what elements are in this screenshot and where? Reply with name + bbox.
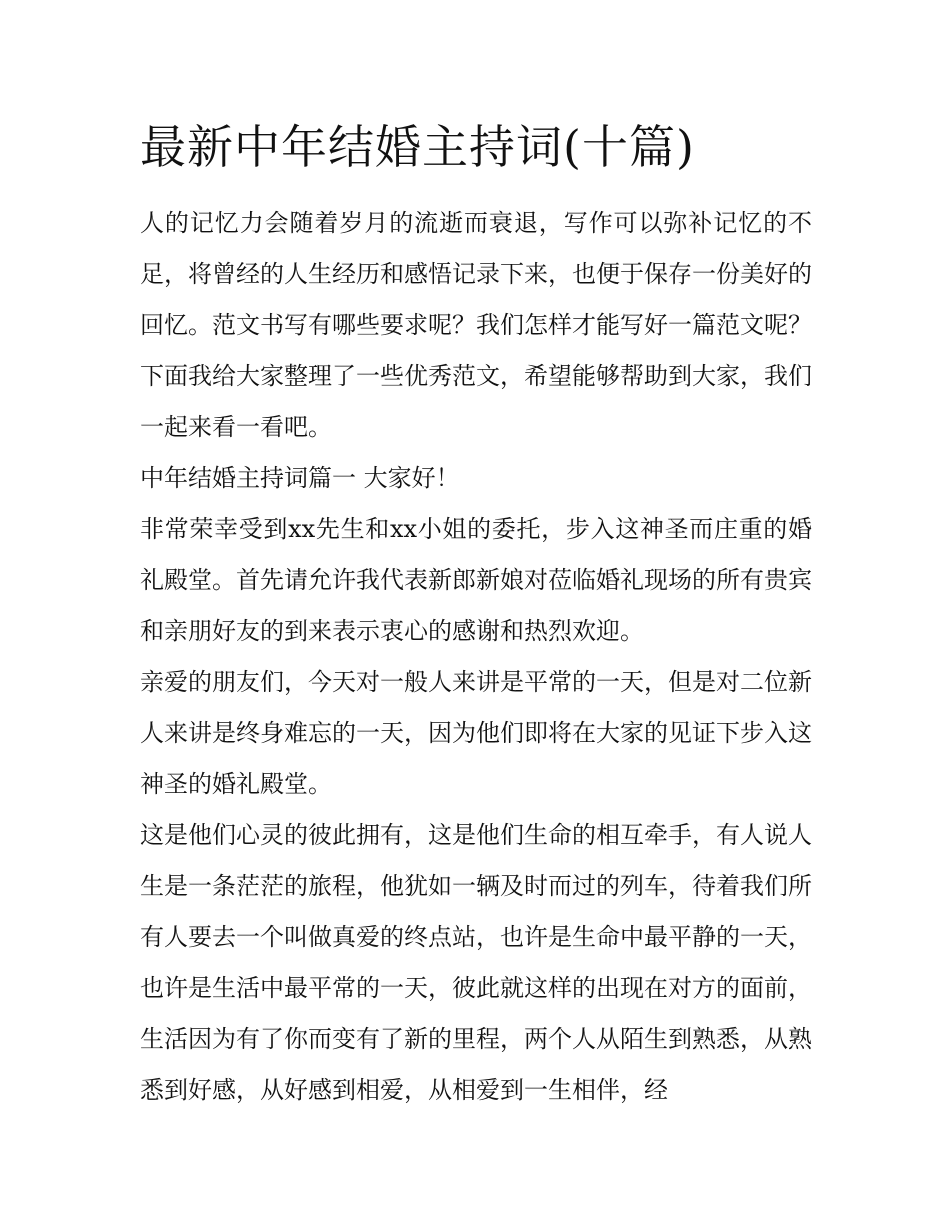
paragraph-intro: 人的记忆力会随着岁月的流逝而衰退，写作可以弥补记忆的不足，将曾经的人生经历和感悟记录下来，也便于保存一份美好的回忆。范文书写有哪些要求呢？我们怎样才能写好一篇范文呢？下面我给大家整理了一些优秀范文，希望能够帮助到大家，我们一起来看一看吧。 (140, 209, 812, 441)
document-body (140, 198, 812, 1116)
paragraph-greeting: 非常荣幸受到xx先生和xx小姐的委托，步入这神圣而庄重的婚礼殿堂。首先请允许我代表新郎新娘对莅临婚礼现场的所有贵宾和亲朋好友的到来表示衷心的感谢和热烈欢迎。 (140, 515, 812, 645)
paragraph-section-heading: 中年结婚主持词篇一 大家好！ (140, 464, 460, 492)
document-title: 最新中年结婚主持词(十篇) (140, 120, 695, 174)
paragraph-friends: 亲爱的朋友们，今天对一般人来讲是平常的一天，但是对二位新人来讲是终身难忘的一天，因为他们即将在大家的见证下步入这神圣的婚礼殿堂。 (140, 668, 812, 798)
paragraph-journey: 这是他们心灵的彼此拥有，这是他们生命的相互牵手，有人说人生是一条茫茫的旅程，他犹如一辆及时而过的列车，待着我们所有人要去一个叫做真爱的终点站，也许是生命中最平静的一天，也许是生活中最平常的一天，彼此就这样的出现在对方的面前，生活因为有了你而变有了新的里程，两个人从陌生到熟悉，从熟悉到好感，从好感到相爱，从相爱到一生相伴，经 (140, 821, 812, 1104)
